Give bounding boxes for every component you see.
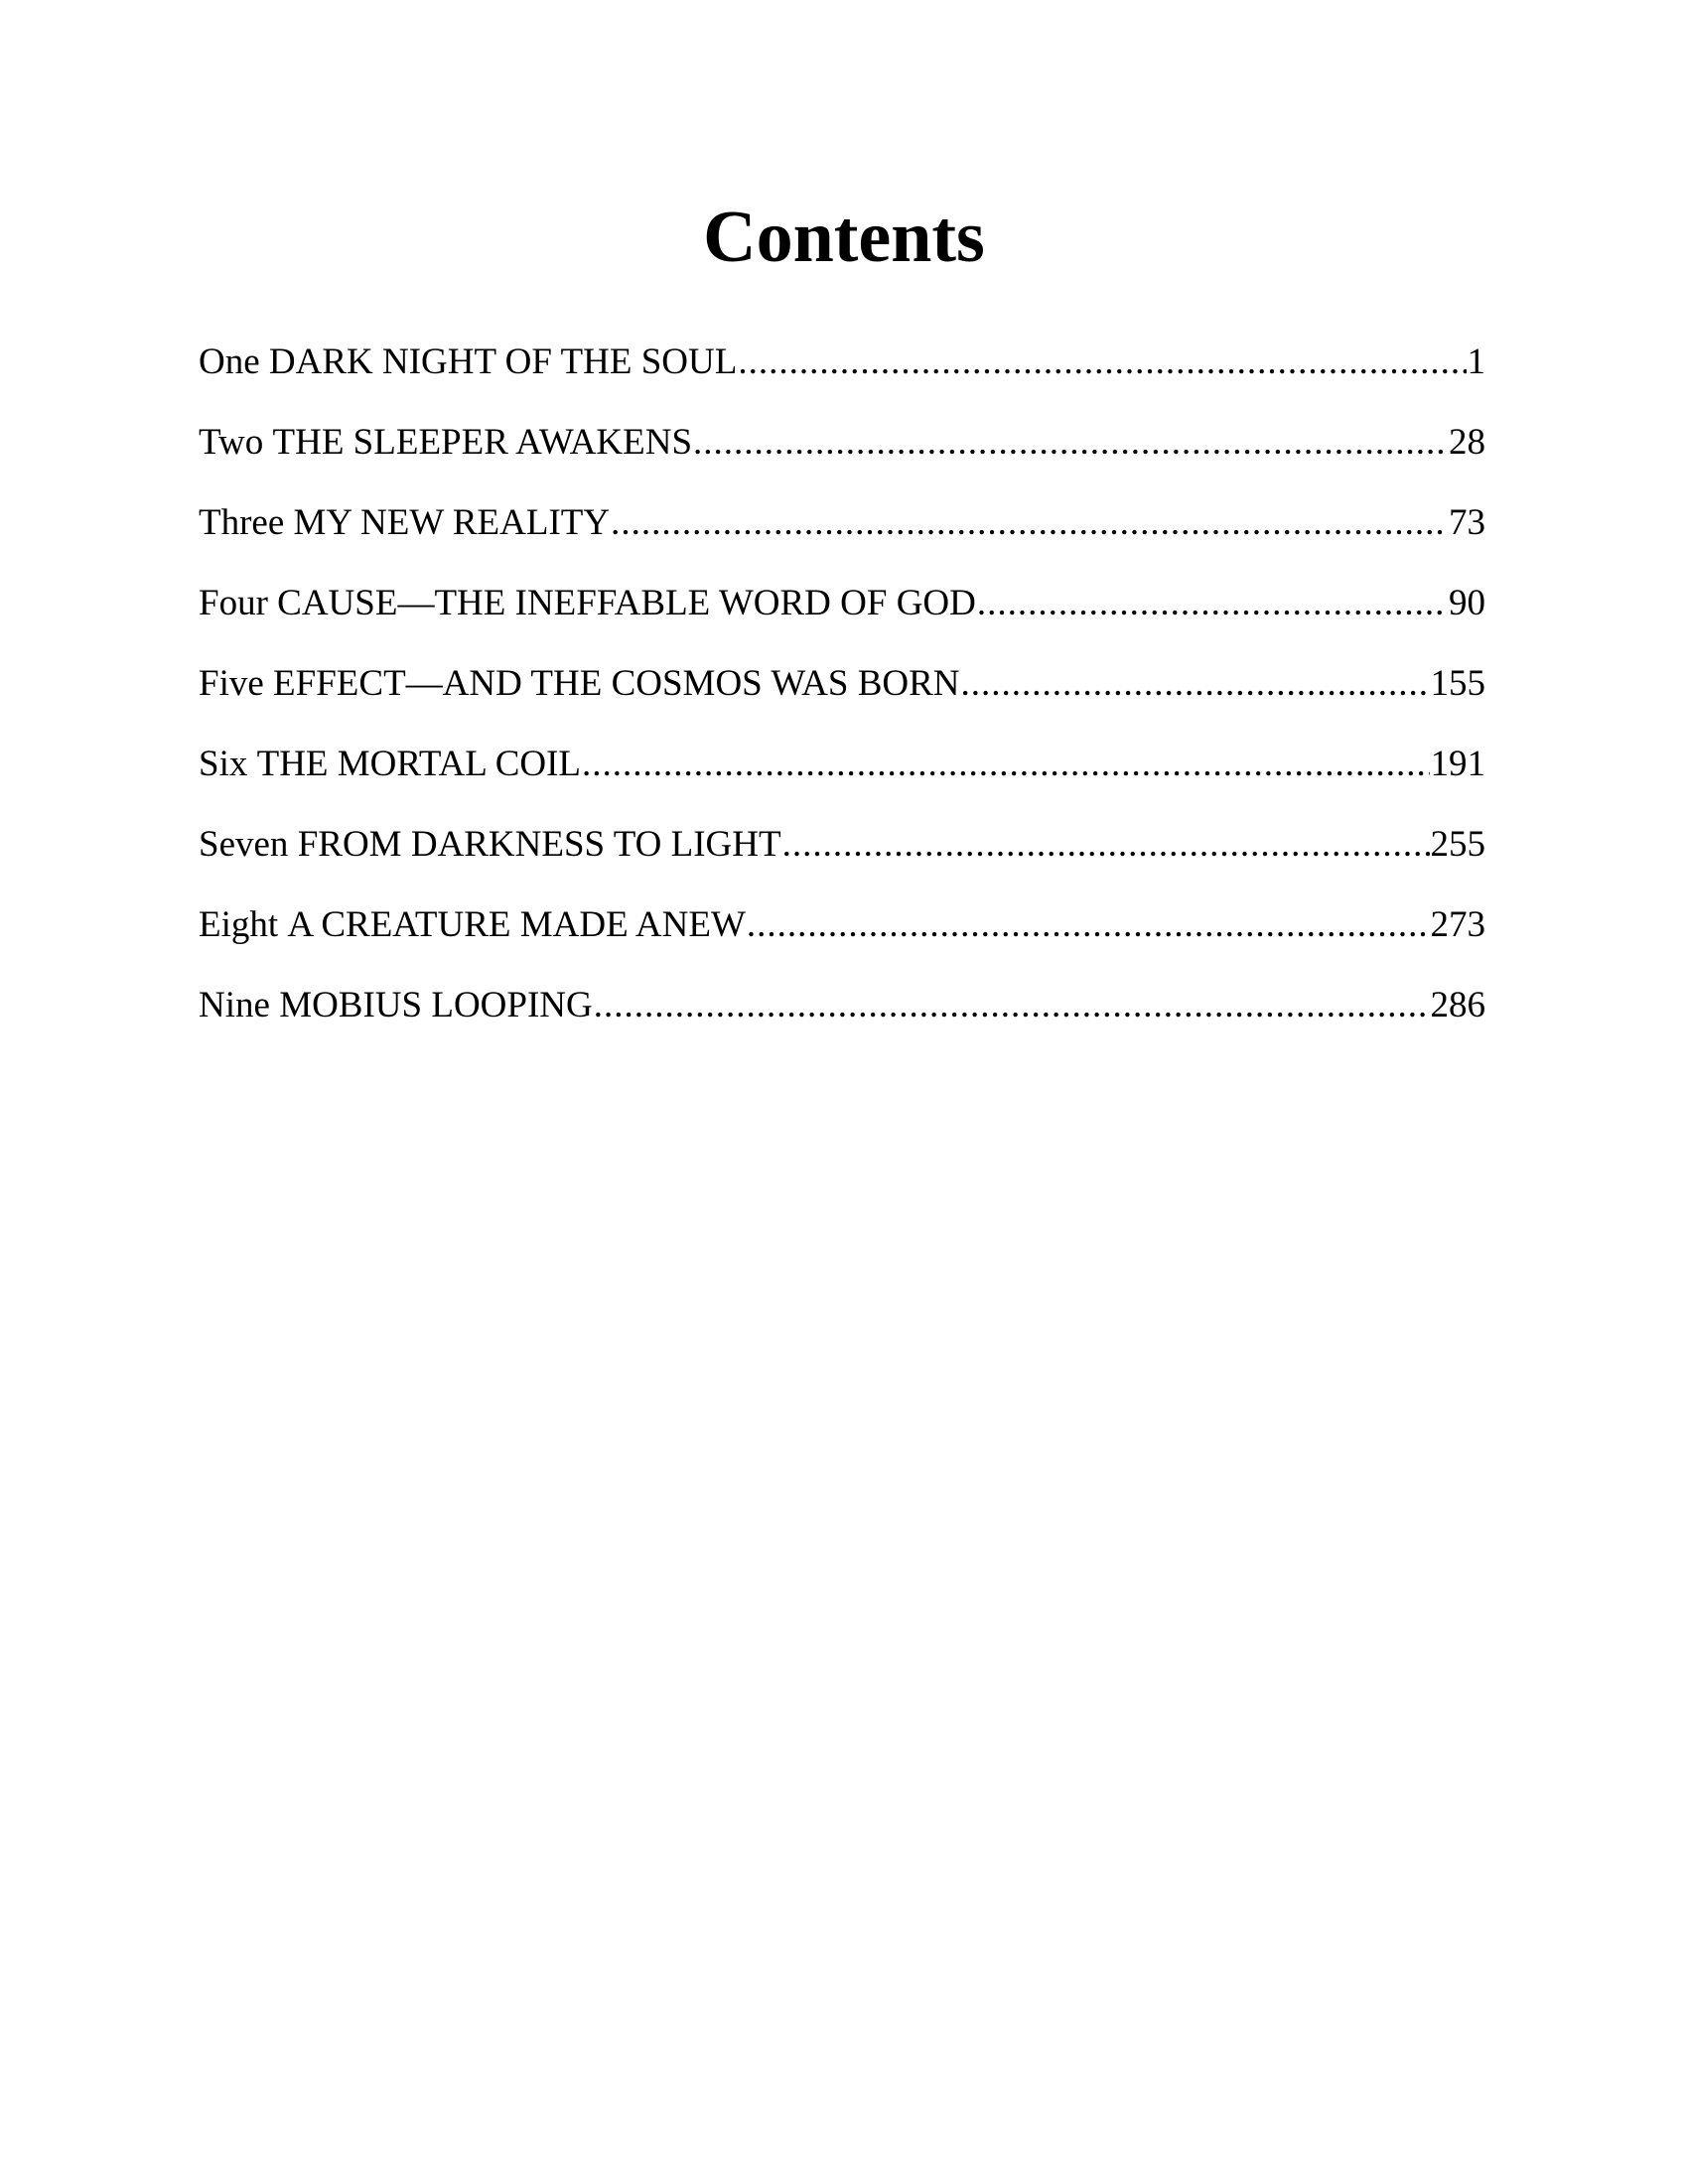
- toc-list: [199, 338, 1485, 1061]
- chapter-number: Six: [199, 744, 248, 784]
- page-number: 1: [1467, 341, 1485, 382]
- dot-leader: [693, 418, 1448, 468]
- chapter-label: [199, 498, 610, 548]
- page-number: 90: [1449, 583, 1485, 623]
- chapter-title: DARK NIGHT OF THE SOUL: [268, 341, 738, 382]
- toc-entry-four[interactable]: [199, 579, 1485, 659]
- chapter-title: MY NEW REALITY: [293, 502, 611, 543]
- dot-leader: [977, 579, 1448, 628]
- page-number: 155: [1430, 663, 1485, 704]
- dot-leader: [782, 820, 1430, 870]
- page-number: 286: [1430, 985, 1485, 1025]
- dot-leader: [747, 900, 1430, 950]
- chapter-label: [199, 579, 976, 628]
- chapter-label: [199, 740, 581, 789]
- chapter-title: FROM DARKNESS TO LIGHT: [297, 824, 781, 865]
- toc-entry-nine[interactable]: [199, 981, 1485, 1061]
- page-title: Contents: [703, 197, 985, 278]
- chapter-title: THE SLEEPER AWAKENS: [272, 422, 693, 463]
- chapter-number: Eight: [199, 904, 279, 945]
- dot-leader: [738, 338, 1466, 387]
- chapter-title: A CREATURE MADE ANEW: [287, 904, 746, 945]
- page-number: 255: [1430, 824, 1485, 865]
- chapter-title: MOBIUS LOOPING: [279, 985, 593, 1025]
- chapter-number: Two: [199, 422, 264, 463]
- chapter-label: [199, 981, 593, 1030]
- toc-entry-six[interactable]: [199, 740, 1485, 820]
- chapter-number: Four: [199, 583, 268, 623]
- chapter-number: One: [199, 341, 260, 382]
- dot-leader: [582, 740, 1429, 789]
- dot-leader: [594, 981, 1430, 1030]
- chapter-label: [199, 820, 781, 870]
- chapter-title: EFFECT—AND THE COSMOS WAS BORN: [273, 663, 960, 704]
- chapter-label: [199, 338, 737, 387]
- toc-entry-two[interactable]: [199, 418, 1485, 498]
- toc-entry-one[interactable]: [199, 338, 1485, 418]
- chapter-number: Five: [199, 663, 264, 704]
- chapter-label: [199, 659, 960, 709]
- dot-leader: [961, 659, 1430, 709]
- chapter-number: Seven: [199, 824, 289, 865]
- toc-entry-eight[interactable]: [199, 900, 1485, 981]
- chapter-title: THE MORTAL COIL: [256, 744, 582, 784]
- toc-entry-seven[interactable]: [199, 820, 1485, 900]
- page-number: 73: [1449, 502, 1485, 543]
- chapter-title: CAUSE—THE INEFFABLE WORD OF GOD: [277, 583, 976, 623]
- page-number: 191: [1430, 744, 1485, 784]
- chapter-number: Three: [199, 502, 285, 543]
- dot-leader: [611, 498, 1448, 548]
- chapter-label: [199, 418, 692, 468]
- page-number: 273: [1430, 904, 1485, 945]
- page-number: 28: [1449, 422, 1485, 463]
- chapter-label: [199, 900, 746, 950]
- toc-entry-five[interactable]: [199, 659, 1485, 740]
- toc-entry-three[interactable]: [199, 498, 1485, 579]
- chapter-number: Nine: [199, 985, 270, 1025]
